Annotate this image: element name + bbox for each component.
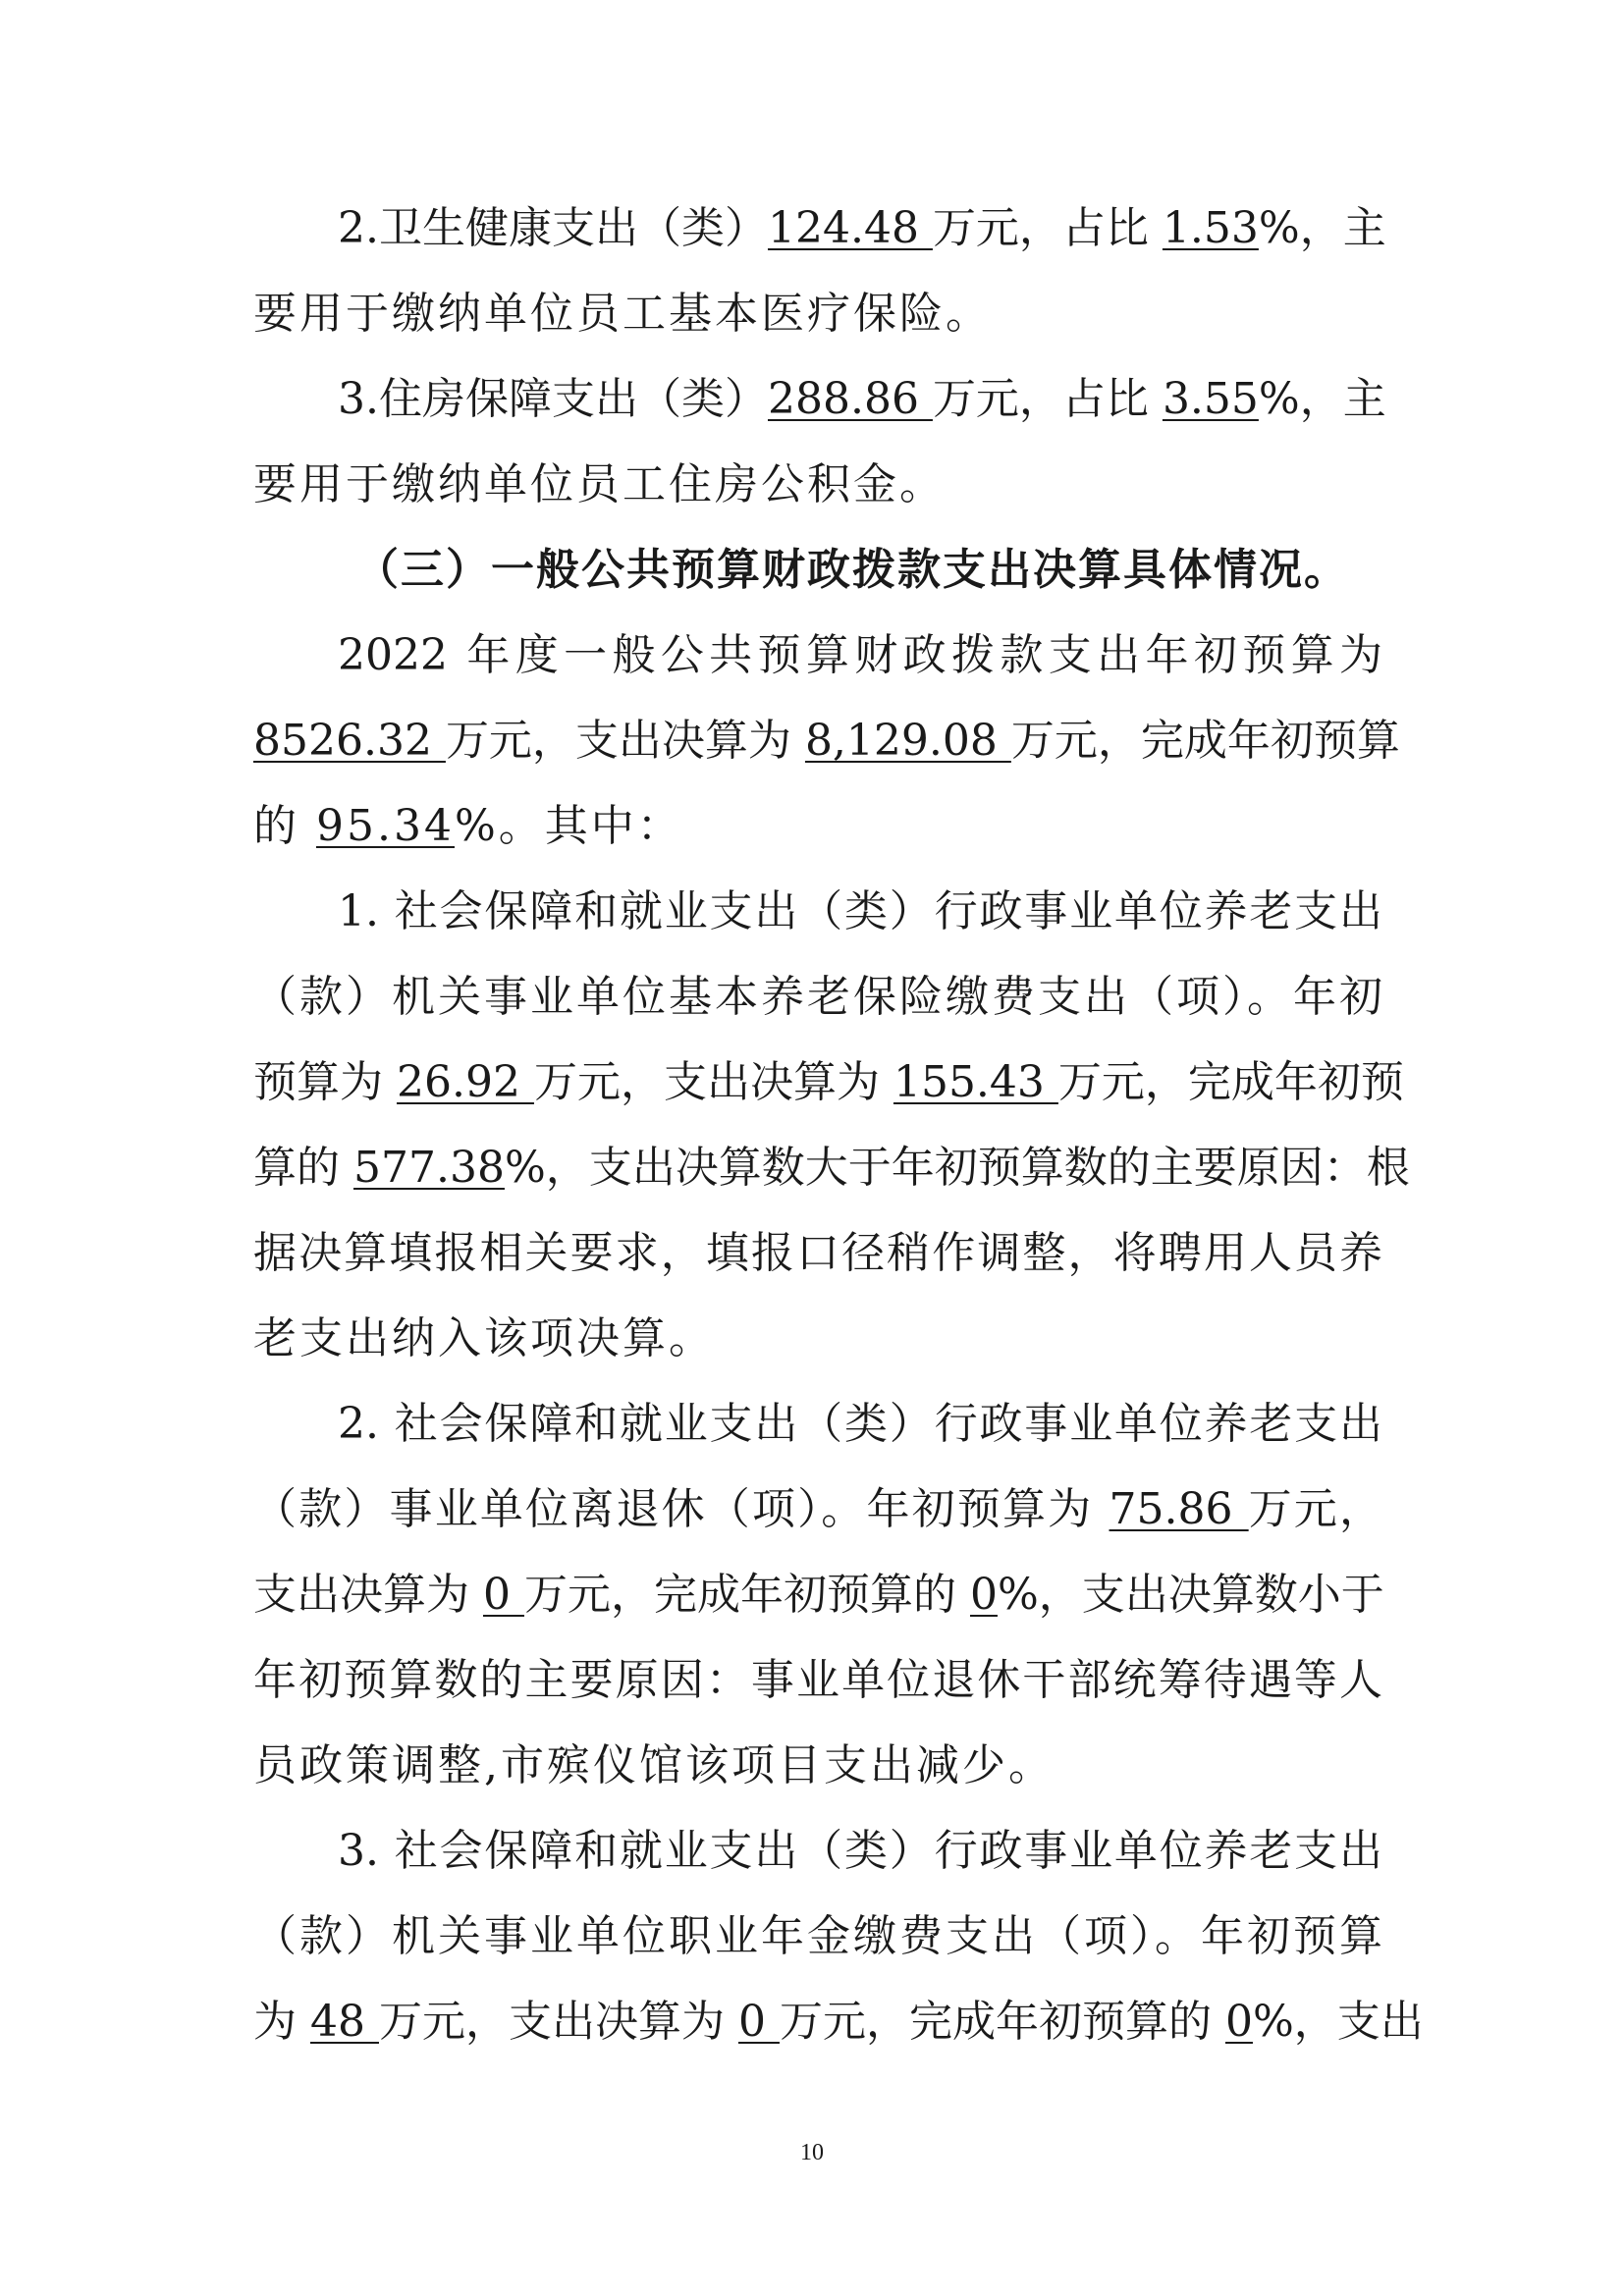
underlined-amount: 8,129.08	[804, 716, 1011, 766]
underlined-amount: 124.48	[767, 203, 933, 253]
paragraph-line: 支出决算为 0 万元，完成年初预算的 0%，支出决算数小于	[253, 1570, 1384, 1620]
underlined-percent: 0	[1224, 1997, 1253, 2047]
underlined-percent: 3.55	[1162, 374, 1259, 424]
paragraph-line: 3. 社会保障和就业支出（类）行政事业单位养老支出	[338, 1826, 1382, 1876]
paragraph-line: 老支出纳入该项决算。	[253, 1313, 715, 1363]
underlined-amount: 288.86	[767, 374, 933, 424]
paragraph-line: 要用于缴纳单位员工住房公积金。	[253, 459, 946, 509]
paragraph-line: （款）事业单位离退休（项）。年初预算为 75.86 万元，	[253, 1484, 1383, 1534]
paragraph-line: 为 48 万元，支出决算为 0 万元，完成年初预算的 0%，支出	[253, 1997, 1424, 2047]
underlined-percent: 95.34	[316, 801, 455, 851]
paragraph-line: 年初预算数的主要原因：事业单位退休干部统筹待遇等人	[253, 1655, 1382, 1705]
underlined-percent: 1.53	[1162, 203, 1259, 253]
page-number: 10	[800, 2140, 824, 2165]
underlined-amount: 48	[310, 1997, 379, 2047]
paragraph-line: 据决算填报相关要求，填报口径稍作调整，将聘用人员养	[253, 1228, 1382, 1278]
paragraph-line: 3.住房保障支出（类）288.86 万元，占比 3.55%，主	[338, 374, 1386, 424]
paragraph-line: 预算为 26.92 万元，支出决算为 155.43 万元，完成年初预	[253, 1057, 1404, 1107]
underlined-percent: 0	[969, 1570, 998, 1620]
paragraph-line: 2022 年度一般公共预算财政拨款支出年初预算为	[338, 630, 1382, 680]
paragraph-line: 2. 社会保障和就业支出（类）行政事业单位养老支出	[338, 1399, 1382, 1449]
paragraph-line: （款）机关事业单位基本养老保险缴费支出（项）。年初	[253, 972, 1382, 1022]
paragraph-line: 8526.32 万元，支出决算为 8,129.08 万元，完成年初预算	[253, 716, 1400, 766]
paragraph-line: （款）机关事业单位职业年金缴费支出（项）。年初预算	[253, 1911, 1382, 1961]
paragraph-line: 员政策调整,市殡仪馆该项目支出减少。	[253, 1740, 1055, 1790]
underlined-amount: 26.92	[397, 1057, 534, 1107]
paragraph-line: 2.卫生健康支出（类）124.48 万元，占比 1.53%，主	[338, 203, 1386, 253]
underlined-amount: 155.43	[893, 1057, 1058, 1107]
section-heading: （三）一般公共预算财政拨款支出决算具体情况。	[355, 545, 1349, 595]
paragraph-line: 1. 社会保障和就业支出（类）行政事业单位养老支出	[338, 886, 1382, 936]
paragraph-line: 算的 577.38%，支出决算数大于年初预算数的主要原因：根	[253, 1143, 1410, 1193]
underlined-amount: 0	[483, 1570, 524, 1620]
underlined-percent: 577.38	[353, 1143, 505, 1193]
paragraph-line: 的 95.34%。其中：	[253, 801, 683, 851]
paragraph-line: 要用于缴纳单位员工基本医疗保险。	[253, 289, 992, 339]
underlined-amount: 0	[737, 1997, 780, 2047]
underlined-amount: 75.86	[1109, 1484, 1249, 1534]
underlined-amount: 8526.32	[253, 716, 446, 766]
